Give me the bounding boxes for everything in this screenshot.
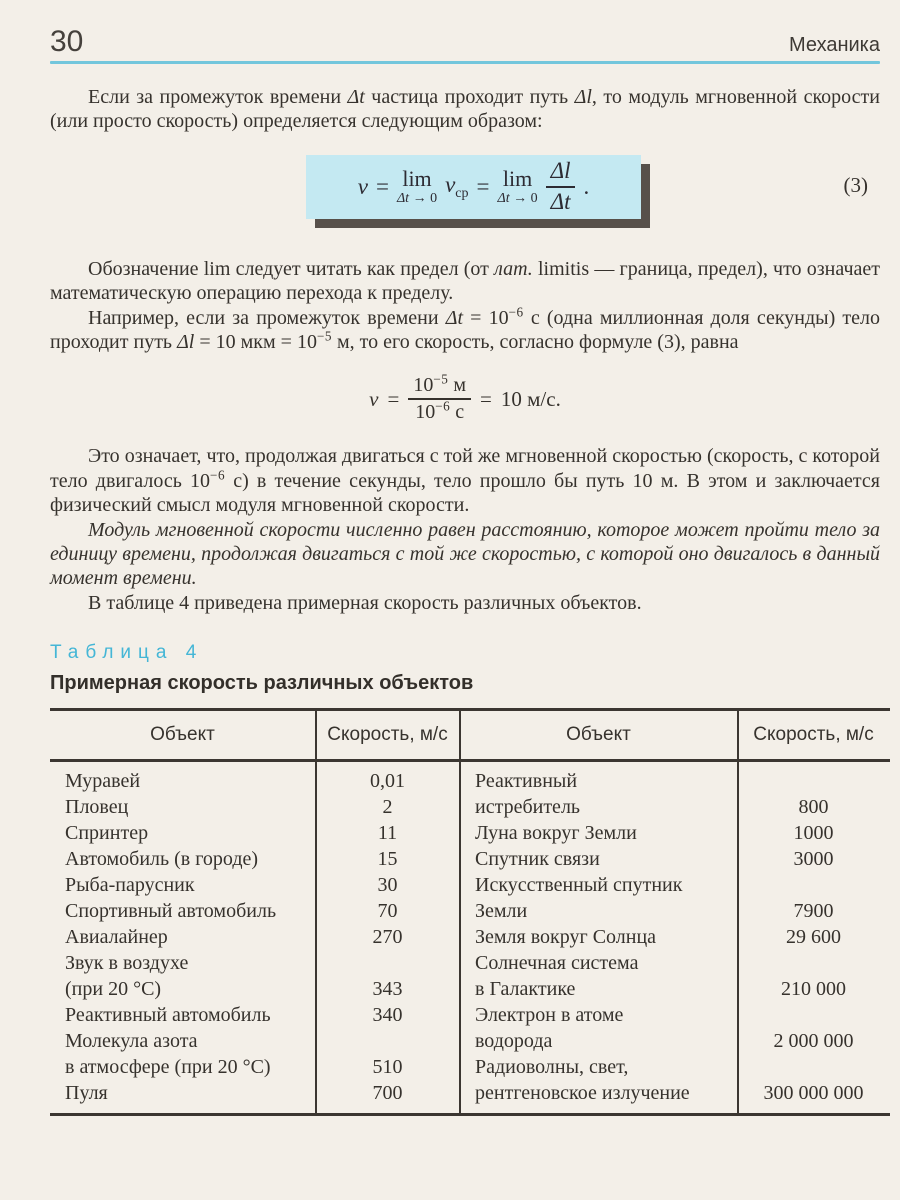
- table-title: Примерная скорость различных объектов: [50, 672, 474, 695]
- speed-cell: 11: [377, 822, 398, 845]
- speed-cell: 3000: [793, 848, 834, 871]
- table-vertical-divider: [315, 711, 317, 1113]
- highlighted-formula-box: [306, 155, 641, 219]
- object-cell: Земли: [475, 900, 528, 923]
- equals-sign: =: [387, 386, 400, 411]
- page-header: [50, 0, 880, 57]
- speed-cell: [737, 950, 890, 976]
- equals-sign: =: [476, 173, 490, 199]
- speed-cell: 510: [372, 1056, 403, 1079]
- paragraph-table-reference: В таблице 4 приведена примерная скорость различных объектов.: [88, 591, 642, 614]
- header-rule: [50, 61, 880, 64]
- table-left-half: [50, 768, 460, 1106]
- object-cell: Искусственный спутник: [475, 874, 683, 897]
- speed-cell: [737, 1002, 890, 1028]
- object-cell: Спортивный автомобиль: [65, 900, 277, 923]
- page-content: [50, 0, 880, 1116]
- object-cell: в атмосфере (при 20 °С): [65, 1056, 271, 1079]
- object-cell: Спринтер: [65, 822, 149, 845]
- speed-cell: 7900: [793, 900, 834, 923]
- table-header-row: [50, 711, 890, 762]
- speed-cell: 340: [372, 1004, 403, 1027]
- object-cell: (при 20 °С): [65, 978, 162, 1001]
- speed-cell: [737, 768, 890, 794]
- period: .: [583, 173, 590, 199]
- chapter-title: Механика: [789, 34, 880, 56]
- column-header-speed: Скорость, м/с: [753, 724, 874, 746]
- worked-equation: [50, 370, 880, 428]
- table-body: [50, 762, 890, 1113]
- paragraph-example: Например, если за промежуток времени $\Delta t = 10^{-6}$ с (одна миллионная доля секунды) тело проходит путь Δl = 10 мкм = $10^{-5}$ м, то его скорость, согласно формуле (3), равна: [50, 303, 881, 354]
- object-cell: в Галактике: [475, 978, 576, 1001]
- object-cell: истребитель: [475, 796, 581, 819]
- object-cell: Пуля: [65, 1082, 108, 1105]
- speed-cell: 15: [377, 848, 398, 871]
- object-cell: водорода: [475, 1030, 553, 1053]
- object-cell: рентгеновское излучение: [475, 1082, 690, 1105]
- formula-row: [50, 155, 880, 228]
- speed-cell: [737, 872, 890, 898]
- object-cell: Автомобиль (в городе): [65, 848, 259, 871]
- speed-cell: 343: [372, 978, 403, 1001]
- equation-lhs: v: [369, 386, 379, 411]
- object-cell: Радиоволны, свет,: [475, 1056, 629, 1079]
- limit-stack: lim Δt → 0: [396, 165, 438, 206]
- equation-result: 10 м/с.: [500, 386, 561, 411]
- speed-cell: 29 600: [786, 926, 841, 949]
- speed-cell: 2: [382, 796, 393, 819]
- fraction: $\frac{10^{-5} м}{10^{-6} с}$: [408, 374, 471, 424]
- equation-number: (3): [843, 172, 868, 197]
- speed-cell: 270: [372, 926, 403, 949]
- speed-cell: 2 000 000: [773, 1030, 854, 1053]
- column-header-object: Объект: [566, 724, 631, 746]
- object-cell: Муравей: [65, 770, 141, 793]
- fraction: $\frac{\Delta l}{\Delta t}$: [546, 158, 576, 215]
- speed-cell: [737, 1054, 890, 1080]
- object-cell: Реактивный автомобиль: [65, 1004, 271, 1027]
- speed-table: [50, 708, 890, 1116]
- object-cell: Звук в воздухе: [65, 952, 189, 975]
- object-cell: Солнечная система: [475, 952, 639, 975]
- speed-cell: 70: [377, 900, 398, 923]
- table-right-half: [460, 768, 890, 1106]
- paragraph-lim-explanation: Обозначение lim следует читать как предел (от лат. limitis — граница, предел), что означает математическую операцию перехода к пределу.: [50, 257, 881, 305]
- table-label: Таблица 4: [50, 642, 204, 664]
- object-cell: Земля вокруг Солнца: [475, 926, 657, 949]
- paragraph-definition-italic: Модуль мгновенной скорости численно равен расстоянию, которое может пройти тело за единицу времени, продолжая двигаться с той же скоростью, с которой оно двигалось в данный момент времени.: [50, 518, 880, 590]
- column-header-speed: Скорость, м/с: [327, 724, 448, 746]
- object-cell: Реактивный: [475, 770, 578, 793]
- object-cell: Рыба-парусник: [65, 874, 195, 897]
- speed-cell: 700: [372, 1082, 403, 1105]
- object-cell: Пловец: [65, 796, 129, 819]
- speed-cell: [315, 950, 460, 976]
- paragraph-meaning: Это означает, что, продолжая двигаться с той же мгновенной скоростью (скорость, с которой тело двигалось $10^{-6}$ с) в течение секунды, тело прошло бы путь 10 м. В этом и заключается физический смысл модуля мгновенной скорости.: [50, 445, 880, 517]
- speed-cell: 30: [377, 874, 398, 897]
- average-velocity-symbol: $v_{ср}$: [445, 171, 469, 201]
- object-cell: Авиалайнер: [65, 926, 168, 949]
- limit-stack: lim Δt → 0: [497, 165, 538, 206]
- equals-sign: =: [375, 173, 389, 199]
- speed-cell: 1000: [793, 822, 834, 845]
- column-header-object: Объект: [150, 724, 215, 746]
- equals-sign: =: [480, 386, 492, 411]
- object-cell: Молекула азота: [65, 1030, 198, 1053]
- table-vertical-divider: [459, 711, 462, 1113]
- paragraph-definition-intro: Если за промежуток времени Δt частица проходит путь Δl, то модуль мгновенной скорости (или просто скорость) определяется следующим образом:: [50, 86, 880, 133]
- speed-cell: [315, 1028, 460, 1054]
- speed-cell: 210 000: [781, 978, 846, 1001]
- object-cell: Электрон в атоме: [475, 1004, 624, 1027]
- object-cell: Спутник связи: [475, 848, 600, 871]
- speed-cell: 300 000 000: [763, 1082, 864, 1105]
- speed-cell: 0,01: [370, 770, 405, 793]
- object-cell: Луна вокруг Земли: [475, 822, 637, 845]
- speed-cell: 800: [798, 796, 829, 819]
- page-number: 30: [50, 25, 84, 58]
- table-vertical-divider: [737, 711, 739, 1113]
- formula-lhs: v: [357, 173, 368, 199]
